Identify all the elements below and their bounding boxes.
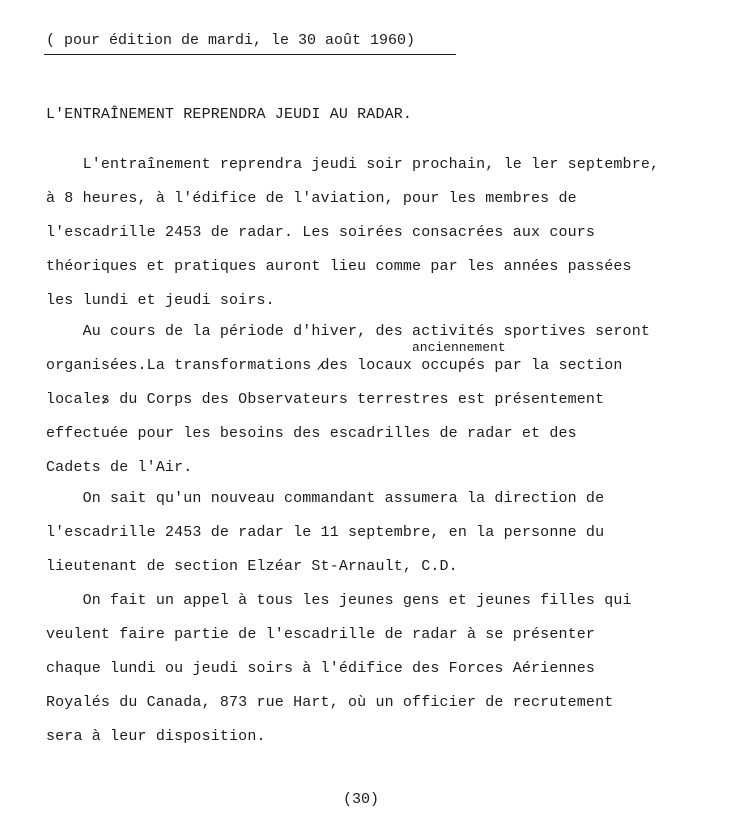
- handwritten-insert: anciennement: [412, 340, 506, 355]
- body-line: On fait un appel à tous les jeunes gens et jeunes filles qui: [46, 592, 632, 609]
- body-line: locales du Corps des Observateurs terrestres est présentement: [46, 391, 605, 408]
- body-line: Au cours de la période d'hiver, des activités sportives seront: [46, 323, 650, 340]
- body-line: Cadets de l'Air.: [46, 459, 193, 476]
- body-line: organisées.La transformations des locaux occupés par la section: [46, 357, 623, 374]
- body-line: effectuée pour les besoins des escadrilles de radar et des: [46, 425, 577, 442]
- headline: L'ENTRAÎNEMENT REPRENDRA JEUDI AU RADAR.: [46, 106, 413, 123]
- body-line: sera à leur disposition.: [46, 728, 266, 745]
- edition-underline: [44, 54, 456, 55]
- body-line: à 8 heures, à l'édifice de l'aviation, pour les membres de: [46, 190, 577, 207]
- body-line: l'escadrille 2453 de radar le 11 septembre, en la personne du: [46, 524, 605, 541]
- body-line: l'escadrille 2453 de radar. Les soirées consacrées aux cours: [46, 224, 596, 241]
- body-line: lieutenant de section Elzéar St-Arnault, C.D.: [46, 558, 458, 575]
- body-line: L'entraînement reprendra jeudi soir prochain, le ler septembre,: [46, 156, 660, 173]
- edition-note: ( pour édition de mardi, le 30 août 1960): [46, 32, 416, 49]
- body-line: Royalés du Canada, 873 rue Hart, où un officier de recrutement: [46, 694, 614, 711]
- page-number: (30): [343, 791, 380, 808]
- body-line: théoriques et pratiques auront lieu comme par les années passées: [46, 258, 632, 275]
- body-line: On sait qu'un nouveau commandant assumera la direction de: [46, 490, 605, 507]
- body-line: veulent faire partie de l'escadrille de radar à se présenter: [46, 626, 596, 643]
- body-line: les lundi et jeudi soirs.: [46, 292, 275, 309]
- body-line: chaque lundi ou jeudi soirs à l'édifice des Forces Aériennes: [46, 660, 596, 677]
